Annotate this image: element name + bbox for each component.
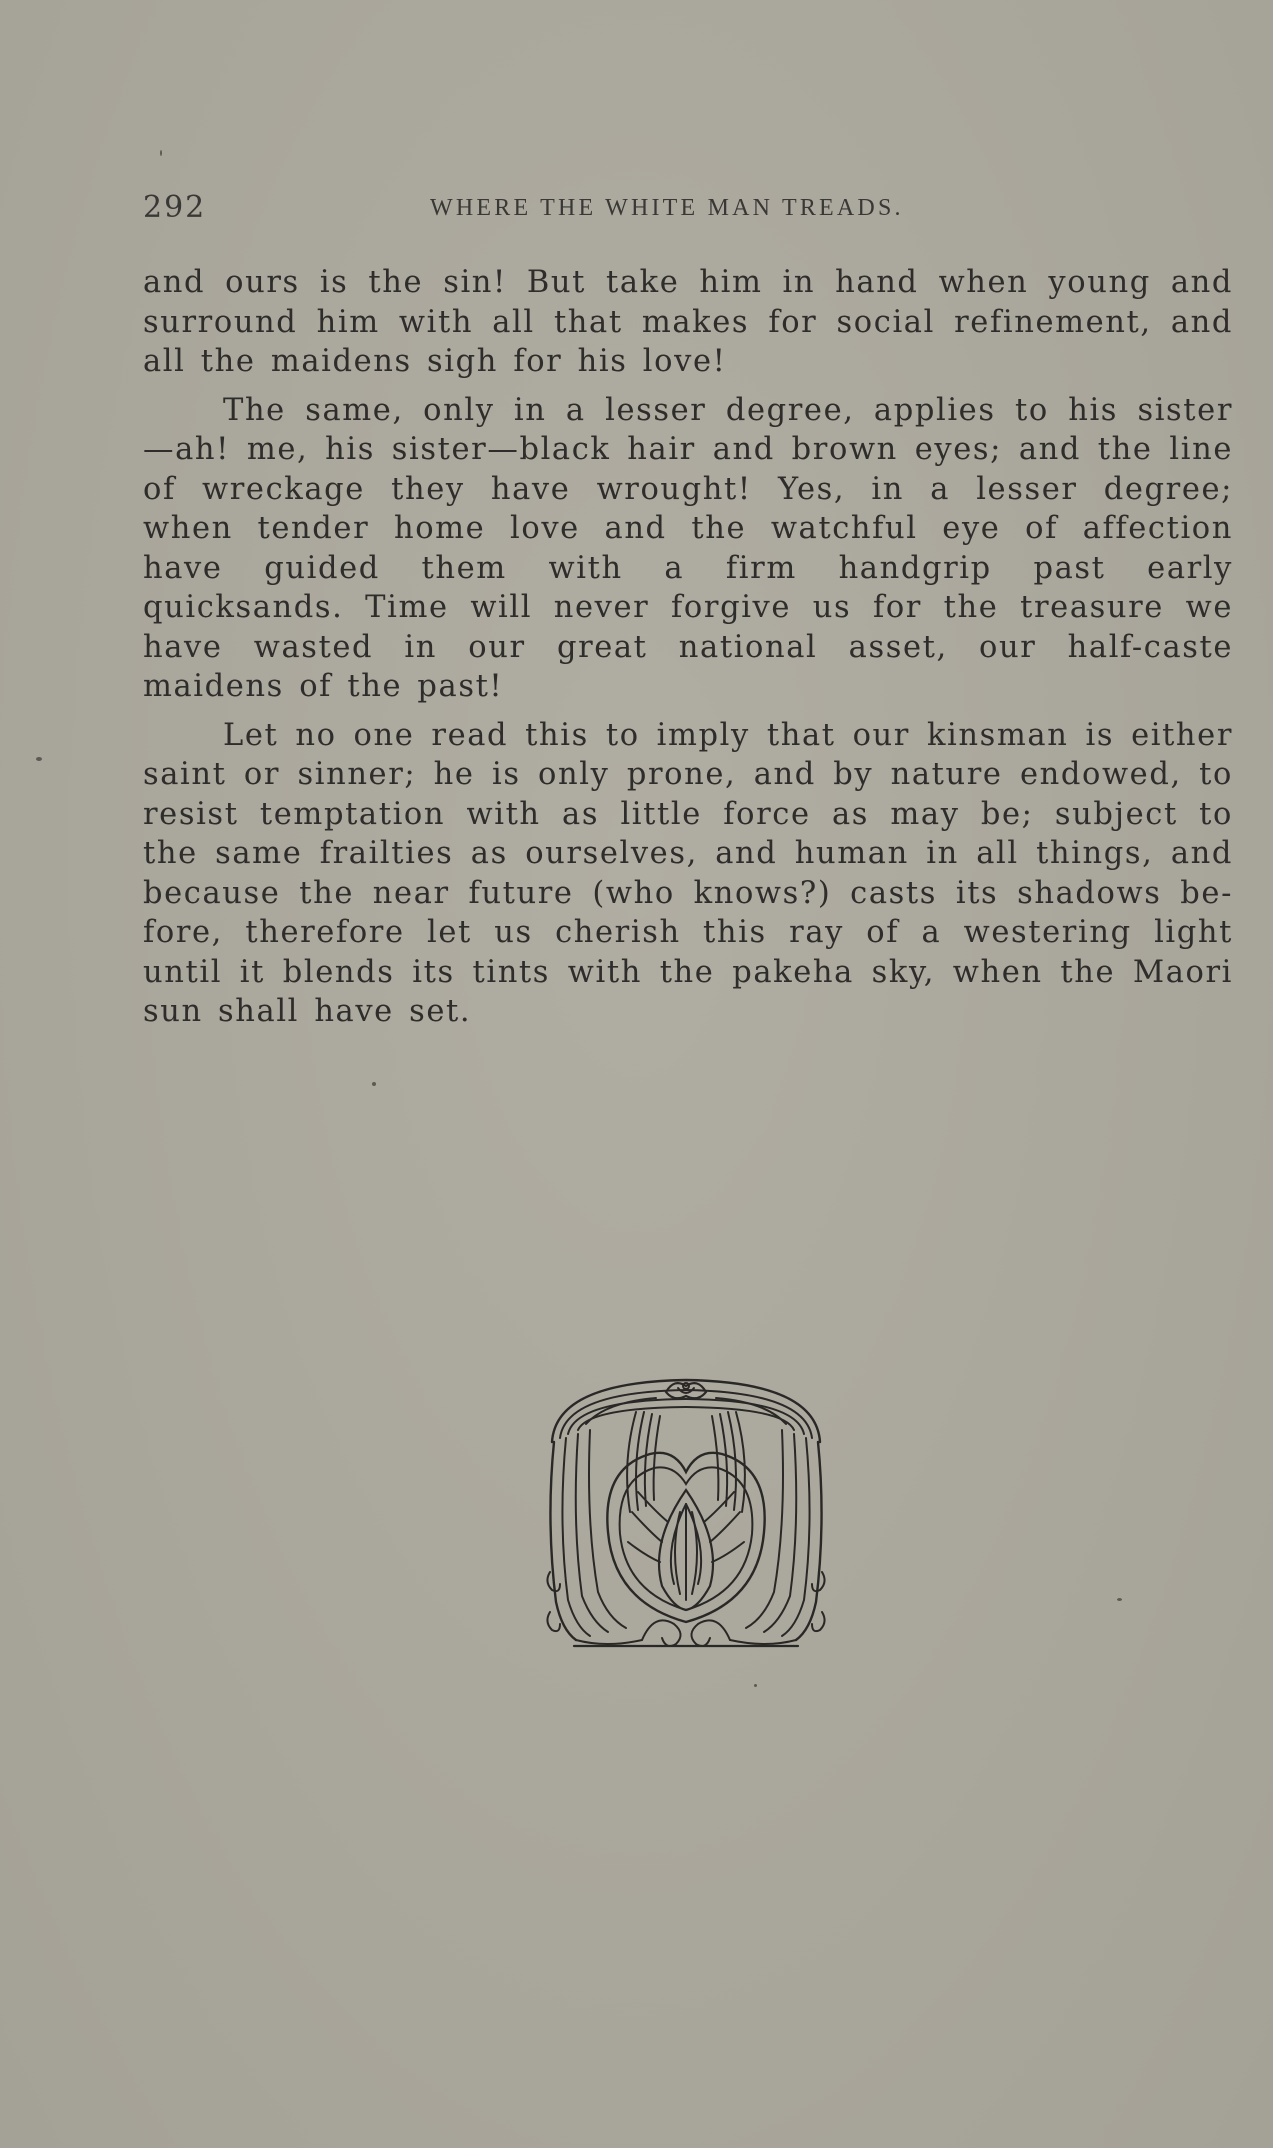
paper-speck [1117,1598,1122,1601]
page-number: 292 [143,190,207,225]
paragraph-2: The same, only in a lesser degree, applies to his sister —ah! me, his sister—black hair and brown eyes; and the line of wreckage they have wrought! Yes, in a lesser degree; when tender home love and the watchful eye of affection have guided them with a firm handgrip past early quicksands. Time will never forgive us for the treasure we have wasted in our great national asset, our half-caste maidens of the past! [143,392,1233,704]
paper-speck [160,150,162,156]
paragraph-1: and ours is the sin! But take him in hand when young and surround him with all that makes for social refinement, and all the maidens sigh for his love! [143,265,1233,379]
paper-speck [36,757,42,761]
art-nouveau-tailpiece-icon [546,1372,826,1652]
paper-speck [754,1684,757,1687]
paper-speck [372,1082,376,1086]
running-title: WHERE THE WHITE MAN TREADS. [430,195,904,221]
paragraph-3: Let no one read this to imply that our kinsman is either saint or sinner; he is only prone, and by nature endowed, to resist temptation with as little force as may be; subject to the same frailties as ourselves, and human in all things, and because the near future (who knows?) casts its shadows be- fore, therefore let us cherish this ray of a westering light until it blends its tints with the pakeha sky, when the Maori sun shall have set. [143,717,1233,1029]
body-text [143,263,1233,1032]
running-head [143,190,1233,230]
